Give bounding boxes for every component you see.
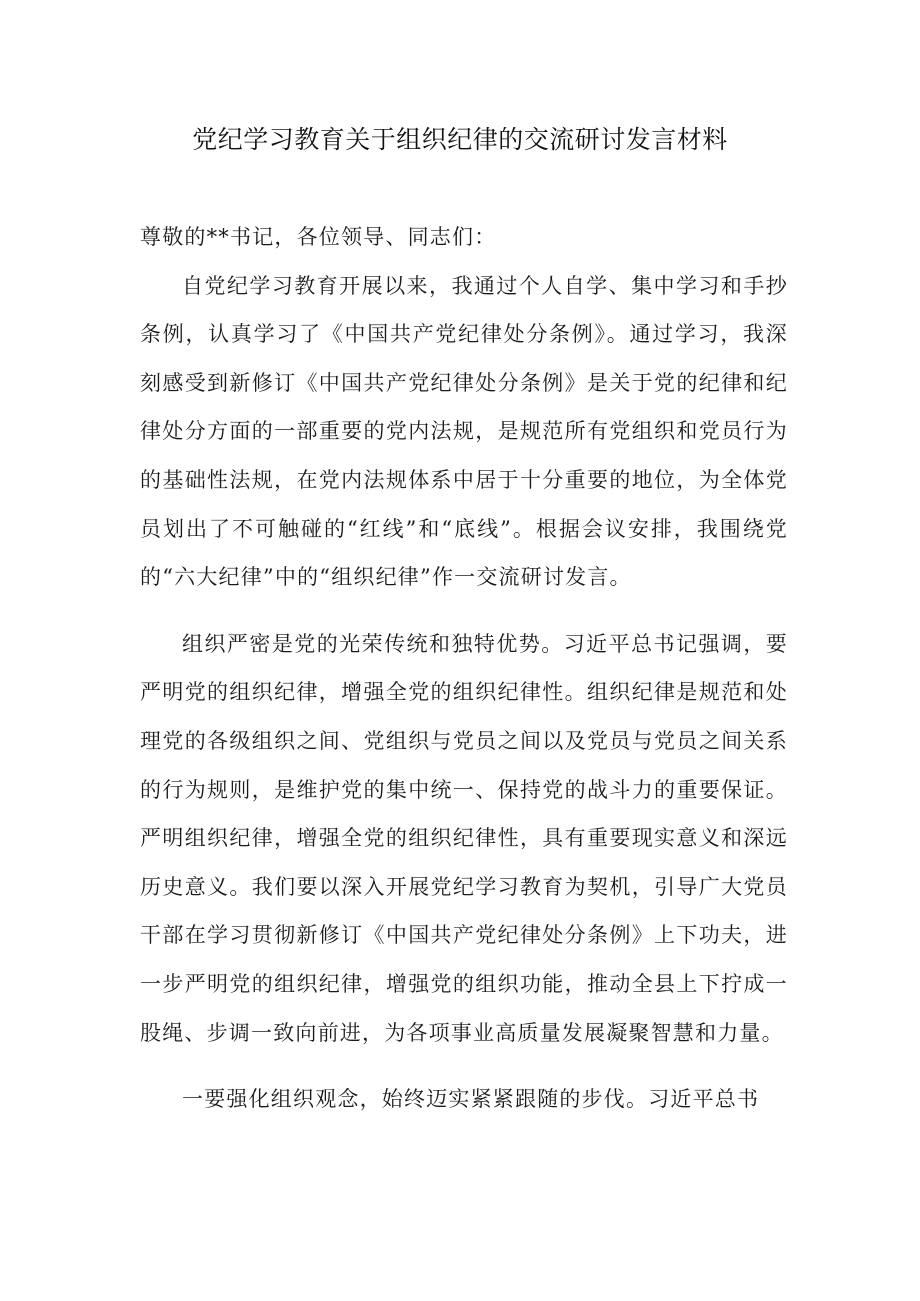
document-title: 党纪学习教育关于组织纪律的交流研讨发言材料 (192, 125, 728, 154)
paragraph-organization-discipline: 组织严密是党的光荣传统和独特优势。习近平总书记强调，要严明党的组织纪律，增强全党的组织纪律性。组织纪律是规范和处理党的各级组织之间、党组织与党员之间以及党员与党员之间关系的行为规则，是维护党的集中统一、保持党的战斗力的重要保证。严明组织纪律，增强全党的组织纪律性，具有重要现实意义和深远历史意义。我们要以深入开展党纪学习教育为契机，引导广大党员干部在学习贯彻新修订《中国共产党纪律处分条例》上下功夫，进一步严明党的组织纪律，增强党的组织功能，推动全县上下拧成一股绳、步调一致向前进，为各项事业高质量发展凝聚智慧和力量。 (140, 631, 788, 1045)
salutation: 尊敬的**书记，各位领导、同志们： (140, 225, 497, 249)
paragraph-point-one: 一要强化组织观念，始终迈实紧紧跟随的步伐。习近平总书 (182, 1087, 760, 1112)
paragraph-intro: 自党纪学习教育开展以来，我通过个人自学、集中学习和手抄条例，认真学习了《中国共产党纪律处分条例》。通过学习，我深刻感受到新修订《中国共产党纪律处分条例》是关于党的纪律和纪律处分方面的一部重要的党内法规，是规范所有党组织和党员行为的基础性法规，在党内法规体系中居于十分重要的地位，为全体党员划出了不可触碰的“红线”和“底线”。根据会议安排，我围绕党的“六大纪律”中的“组织纪律”作一交流研讨发言。 (140, 273, 788, 590)
document-body (140, 213, 788, 1124)
